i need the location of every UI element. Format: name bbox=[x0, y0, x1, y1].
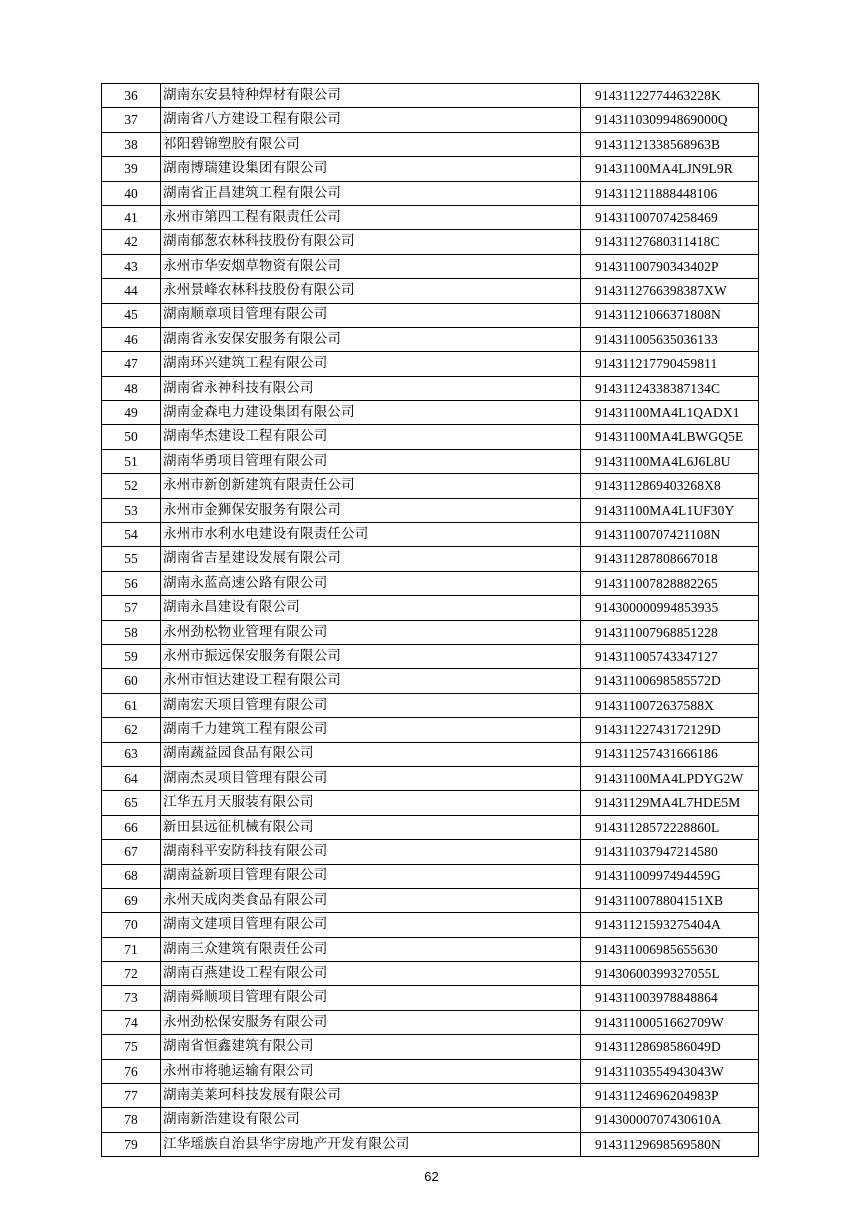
row-index-cell: 79 bbox=[102, 1132, 161, 1156]
company-registry-table bbox=[101, 83, 759, 1157]
credit-code-cell: 91431103554943043W bbox=[581, 1059, 759, 1083]
company-name-cell: 湖南永昌建设有限公司 bbox=[161, 596, 581, 620]
company-name-cell: 祁阳碧锦塑胶有限公司 bbox=[161, 132, 581, 156]
table-row bbox=[102, 888, 759, 912]
table-row bbox=[102, 718, 759, 742]
table-row bbox=[102, 449, 759, 473]
table-row bbox=[102, 620, 759, 644]
company-name-cell: 湖南东安县特种焊材有限公司 bbox=[161, 84, 581, 108]
company-name-cell: 永州市金狮保安服务有限公司 bbox=[161, 498, 581, 522]
credit-code-cell: 91431100051662709W bbox=[581, 1010, 759, 1034]
company-name-cell: 湖南华杰建设工程有限公司 bbox=[161, 425, 581, 449]
row-index-cell: 43 bbox=[102, 254, 161, 278]
company-name-cell: 湖南省永安保安服务有限公司 bbox=[161, 327, 581, 351]
row-index-cell: 42 bbox=[102, 230, 161, 254]
company-name-cell: 永州市华安烟草物资有限公司 bbox=[161, 254, 581, 278]
row-index-cell: 71 bbox=[102, 937, 161, 961]
company-name-cell: 湖南千力建筑工程有限公司 bbox=[161, 718, 581, 742]
credit-code-cell: 914311211888448106 bbox=[581, 181, 759, 205]
company-name-cell: 湖南永蓝高速公路有限公司 bbox=[161, 571, 581, 595]
company-name-cell: 永州劲松物业管理有限公司 bbox=[161, 620, 581, 644]
row-index-cell: 58 bbox=[102, 620, 161, 644]
table-row bbox=[102, 498, 759, 522]
table-row bbox=[102, 474, 759, 498]
table-row bbox=[102, 132, 759, 156]
row-index-cell: 72 bbox=[102, 962, 161, 986]
credit-code-cell: 91431100MA4L1QADX1 bbox=[581, 401, 759, 425]
table-row bbox=[102, 766, 759, 790]
company-name-cell: 湖南金森电力建设集团有限公司 bbox=[161, 401, 581, 425]
company-name-cell: 湖南益新项目管理有限公司 bbox=[161, 864, 581, 888]
row-index-cell: 51 bbox=[102, 449, 161, 473]
table-row bbox=[102, 254, 759, 278]
row-index-cell: 40 bbox=[102, 181, 161, 205]
credit-code-cell: 91431122774463228K bbox=[581, 84, 759, 108]
credit-code-cell: 9143112869403268X8 bbox=[581, 474, 759, 498]
table-row bbox=[102, 425, 759, 449]
credit-code-cell: 914311007074258469 bbox=[581, 205, 759, 229]
credit-code-cell: 9143112766398387XW bbox=[581, 279, 759, 303]
row-index-cell: 76 bbox=[102, 1059, 161, 1083]
credit-code-cell: 914311030994869000Q bbox=[581, 108, 759, 132]
company-name-cell: 永州市恒达建设工程有限公司 bbox=[161, 669, 581, 693]
credit-code-cell: 91431100707421108N bbox=[581, 523, 759, 547]
table-row bbox=[102, 913, 759, 937]
row-index-cell: 54 bbox=[102, 523, 161, 547]
credit-code-cell: 91431100997494459G bbox=[581, 864, 759, 888]
table-row bbox=[102, 986, 759, 1010]
table-row bbox=[102, 1084, 759, 1108]
company-name-cell: 新田县远征机械有限公司 bbox=[161, 815, 581, 839]
credit-code-cell: 91431128572228860L bbox=[581, 815, 759, 839]
table-row bbox=[102, 815, 759, 839]
company-name-cell: 江华瑶族自治县华宇房地产开发有限公司 bbox=[161, 1132, 581, 1156]
row-index-cell: 37 bbox=[102, 108, 161, 132]
row-index-cell: 56 bbox=[102, 571, 161, 595]
company-name-cell: 湖南省恒鑫建筑有限公司 bbox=[161, 1035, 581, 1059]
credit-code-cell: 91430000707430610A bbox=[581, 1108, 759, 1132]
credit-code-cell: 91431127680311418C bbox=[581, 230, 759, 254]
row-index-cell: 50 bbox=[102, 425, 161, 449]
credit-code-cell: 91431128698586049D bbox=[581, 1035, 759, 1059]
company-name-cell: 湖南环兴建筑工程有限公司 bbox=[161, 352, 581, 376]
credit-code-cell: 91431100MA4LJN9L9R bbox=[581, 157, 759, 181]
page-number: 62 bbox=[424, 1169, 439, 1184]
company-name-cell: 永州市水利水电建设有限责任公司 bbox=[161, 523, 581, 547]
table-row bbox=[102, 742, 759, 766]
credit-code-cell: 914311003978848864 bbox=[581, 986, 759, 1010]
table-row bbox=[102, 1035, 759, 1059]
company-name-cell: 永州市第四工程有限责任公司 bbox=[161, 205, 581, 229]
credit-code-cell: 9143110078804151XB bbox=[581, 888, 759, 912]
table-row bbox=[102, 230, 759, 254]
company-name-cell: 湖南蔬益园食品有限公司 bbox=[161, 742, 581, 766]
table-row bbox=[102, 669, 759, 693]
credit-code-cell: 914311005635036133 bbox=[581, 327, 759, 351]
table-row bbox=[102, 644, 759, 668]
table-row bbox=[102, 596, 759, 620]
table-row bbox=[102, 693, 759, 717]
company-name-cell: 湖南宏天项目管理有限公司 bbox=[161, 693, 581, 717]
row-index-cell: 59 bbox=[102, 644, 161, 668]
table-row bbox=[102, 840, 759, 864]
company-name-cell: 永州市振远保安服务有限公司 bbox=[161, 644, 581, 668]
company-name-cell: 湖南省正昌建筑工程有限公司 bbox=[161, 181, 581, 205]
table-row bbox=[102, 962, 759, 986]
row-index-cell: 53 bbox=[102, 498, 161, 522]
table-row bbox=[102, 401, 759, 425]
table-row bbox=[102, 571, 759, 595]
row-index-cell: 47 bbox=[102, 352, 161, 376]
company-name-cell: 湖南博瑞建设集团有限公司 bbox=[161, 157, 581, 181]
company-name-cell: 湖南省永神科技有限公司 bbox=[161, 376, 581, 400]
row-index-cell: 78 bbox=[102, 1108, 161, 1132]
credit-code-cell: 91431129698569580N bbox=[581, 1132, 759, 1156]
credit-code-cell: 914311005743347127 bbox=[581, 644, 759, 668]
table-row bbox=[102, 523, 759, 547]
row-index-cell: 45 bbox=[102, 303, 161, 327]
row-index-cell: 73 bbox=[102, 986, 161, 1010]
credit-code-cell: 91431100MA4L6J6L8U bbox=[581, 449, 759, 473]
row-index-cell: 49 bbox=[102, 401, 161, 425]
company-name-cell: 湖南华勇项目管理有限公司 bbox=[161, 449, 581, 473]
table-row bbox=[102, 84, 759, 108]
table-row bbox=[102, 352, 759, 376]
company-name-cell: 永州劲松保安服务有限公司 bbox=[161, 1010, 581, 1034]
table-row bbox=[102, 1108, 759, 1132]
credit-code-cell: 91431100790343402P bbox=[581, 254, 759, 278]
credit-code-cell: 9143110072637588X bbox=[581, 693, 759, 717]
credit-code-cell: 914311006985655630 bbox=[581, 937, 759, 961]
table-row bbox=[102, 327, 759, 351]
row-index-cell: 75 bbox=[102, 1035, 161, 1059]
table-row bbox=[102, 547, 759, 571]
company-name-cell: 永州市新创新建筑有限责任公司 bbox=[161, 474, 581, 498]
row-index-cell: 70 bbox=[102, 913, 161, 937]
row-index-cell: 44 bbox=[102, 279, 161, 303]
table-row bbox=[102, 205, 759, 229]
company-name-cell: 湖南郁葱农林科技股份有限公司 bbox=[161, 230, 581, 254]
row-index-cell: 41 bbox=[102, 205, 161, 229]
company-name-cell: 湖南省吉星建设发展有限公司 bbox=[161, 547, 581, 571]
credit-code-cell: 91431121066371808N bbox=[581, 303, 759, 327]
row-index-cell: 64 bbox=[102, 766, 161, 790]
row-index-cell: 46 bbox=[102, 327, 161, 351]
row-index-cell: 63 bbox=[102, 742, 161, 766]
table-row bbox=[102, 157, 759, 181]
company-name-cell: 湖南杰灵项目管理有限公司 bbox=[161, 766, 581, 790]
row-index-cell: 62 bbox=[102, 718, 161, 742]
row-index-cell: 69 bbox=[102, 888, 161, 912]
credit-code-cell: 91431121593275404A bbox=[581, 913, 759, 937]
row-index-cell: 52 bbox=[102, 474, 161, 498]
row-index-cell: 60 bbox=[102, 669, 161, 693]
credit-code-cell: 91431129MA4L7HDE5M bbox=[581, 791, 759, 815]
row-index-cell: 39 bbox=[102, 157, 161, 181]
company-name-cell: 湖南省八方建设工程有限公司 bbox=[161, 108, 581, 132]
credit-code-cell: 91430600399327055L bbox=[581, 962, 759, 986]
table-row bbox=[102, 1059, 759, 1083]
table-row bbox=[102, 937, 759, 961]
credit-code-cell: 91431122743172129D bbox=[581, 718, 759, 742]
table-row bbox=[102, 864, 759, 888]
credit-code-cell: 91431100MA4LBWGQ5E bbox=[581, 425, 759, 449]
credit-code-cell: 914311257431666186 bbox=[581, 742, 759, 766]
row-index-cell: 77 bbox=[102, 1084, 161, 1108]
company-name-cell: 永州天成肉类食品有限公司 bbox=[161, 888, 581, 912]
credit-code-cell: 914311217790459811 bbox=[581, 352, 759, 376]
table-row bbox=[102, 108, 759, 132]
company-name-cell: 江华五月天服装有限公司 bbox=[161, 791, 581, 815]
company-name-cell: 湖南三众建筑有限责任公司 bbox=[161, 937, 581, 961]
table-row bbox=[102, 303, 759, 327]
company-name-cell: 湖南百燕建设工程有限公司 bbox=[161, 962, 581, 986]
credit-code-cell: 914311007828882265 bbox=[581, 571, 759, 595]
company-name-cell: 湖南科平安防科技有限公司 bbox=[161, 840, 581, 864]
credit-code-cell: 91431100MA4LPDYG2W bbox=[581, 766, 759, 790]
company-name-cell: 永州市将驰运输有限公司 bbox=[161, 1059, 581, 1083]
table-row bbox=[102, 376, 759, 400]
credit-code-cell: 91431124696204983P bbox=[581, 1084, 759, 1108]
row-index-cell: 65 bbox=[102, 791, 161, 815]
credit-code-cell: 914311287808667018 bbox=[581, 547, 759, 571]
row-index-cell: 66 bbox=[102, 815, 161, 839]
credit-code-cell: 914300000994853935 bbox=[581, 596, 759, 620]
company-name-cell: 湖南顺章项目管理有限公司 bbox=[161, 303, 581, 327]
row-index-cell: 61 bbox=[102, 693, 161, 717]
credit-code-cell: 91431124338387134C bbox=[581, 376, 759, 400]
credit-code-cell: 914311007968851228 bbox=[581, 620, 759, 644]
row-index-cell: 48 bbox=[102, 376, 161, 400]
company-name-cell: 湖南美莱珂科技发展有限公司 bbox=[161, 1084, 581, 1108]
row-index-cell: 55 bbox=[102, 547, 161, 571]
table-row bbox=[102, 1132, 759, 1156]
company-name-cell: 湖南新浩建设有限公司 bbox=[161, 1108, 581, 1132]
company-name-cell: 湖南文建项目管理有限公司 bbox=[161, 913, 581, 937]
row-index-cell: 67 bbox=[102, 840, 161, 864]
table-row bbox=[102, 791, 759, 815]
credit-code-cell: 91431100698585572D bbox=[581, 669, 759, 693]
registry-table-body bbox=[102, 84, 759, 1157]
table-row bbox=[102, 1010, 759, 1034]
company-name-cell: 永州景峰农林科技股份有限公司 bbox=[161, 279, 581, 303]
row-index-cell: 38 bbox=[102, 132, 161, 156]
credit-code-cell: 91431121338568963B bbox=[581, 132, 759, 156]
credit-code-cell: 91431100MA4L1UF30Y bbox=[581, 498, 759, 522]
row-index-cell: 57 bbox=[102, 596, 161, 620]
company-name-cell: 湖南舜顺项目管理有限公司 bbox=[161, 986, 581, 1010]
table-row bbox=[102, 181, 759, 205]
credit-code-cell: 914311037947214580 bbox=[581, 840, 759, 864]
table-row bbox=[102, 279, 759, 303]
row-index-cell: 68 bbox=[102, 864, 161, 888]
row-index-cell: 36 bbox=[102, 84, 161, 108]
row-index-cell: 74 bbox=[102, 1010, 161, 1034]
